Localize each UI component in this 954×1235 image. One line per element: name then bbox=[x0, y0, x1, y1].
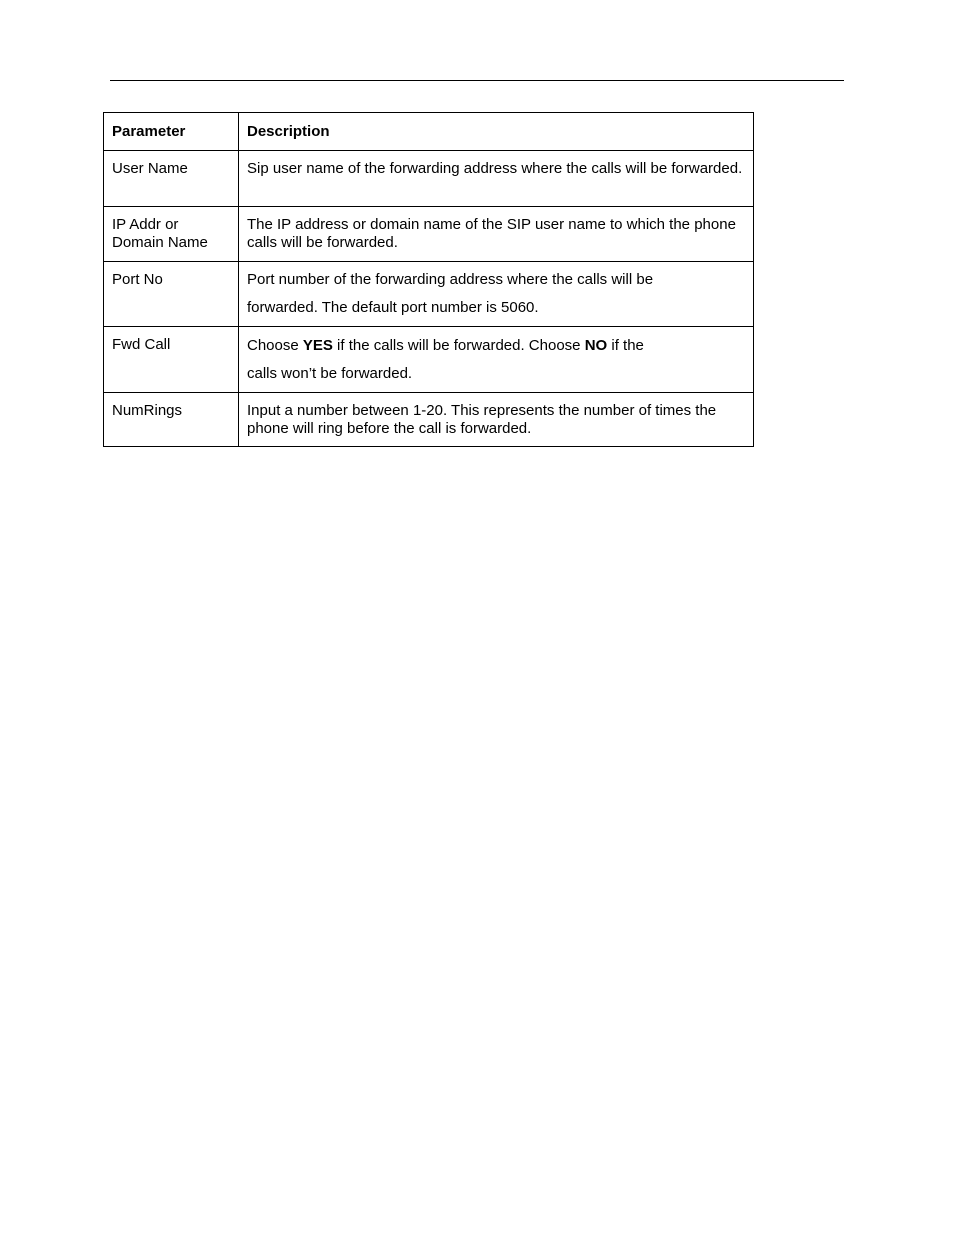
table-row bbox=[104, 207, 754, 262]
param-ip-addr-line2: Domain Name bbox=[112, 234, 208, 251]
header-divider bbox=[110, 80, 844, 81]
desc-user-name: Sip user name of the forwarding address where the calls will be forwarded. bbox=[239, 151, 754, 207]
header-parameter: Parameter bbox=[104, 113, 239, 151]
desc-port-no-line1: Port number of the forwarding address where the calls will be bbox=[247, 271, 654, 288]
table-row bbox=[104, 151, 754, 207]
desc-fwd-call-no: NO bbox=[584, 337, 608, 354]
desc-fwd-call-text2: if the calls will be forwarded. Choose bbox=[332, 337, 585, 354]
header-description: Description bbox=[239, 113, 754, 151]
table-row bbox=[104, 393, 754, 447]
param-ip-addr bbox=[104, 207, 239, 262]
param-num-rings: NumRings bbox=[104, 393, 239, 447]
desc-num-rings: Input a number between 1-20. This represents the number of times the phone will ring before the call is forwarded. bbox=[239, 393, 754, 447]
desc-port-no bbox=[239, 262, 754, 327]
desc-port-no-line2: forwarded. The default port number is 5060. bbox=[247, 299, 539, 316]
param-port-no: Port No bbox=[104, 262, 239, 327]
desc-fwd-call-text1: Choose bbox=[247, 337, 303, 354]
desc-fwd-call-yes: YES bbox=[302, 337, 333, 354]
table-header-row bbox=[104, 113, 754, 151]
param-user-name: User Name bbox=[104, 151, 239, 207]
desc-fwd-call bbox=[239, 327, 754, 393]
desc-ip-addr: The IP address or domain name of the SIP user name to which the phone calls will be forwarded. bbox=[239, 207, 754, 262]
parameter-table bbox=[103, 112, 754, 447]
desc-fwd-call-line2: calls won’t be forwarded. bbox=[247, 365, 413, 382]
desc-fwd-call-line1 bbox=[247, 337, 745, 355]
desc-fwd-call-text3: if the bbox=[607, 337, 644, 354]
table-row bbox=[104, 262, 754, 327]
param-fwd-call: Fwd Call bbox=[104, 327, 239, 393]
table-row bbox=[104, 327, 754, 393]
param-ip-addr-line1: IP Addr or bbox=[112, 216, 179, 233]
